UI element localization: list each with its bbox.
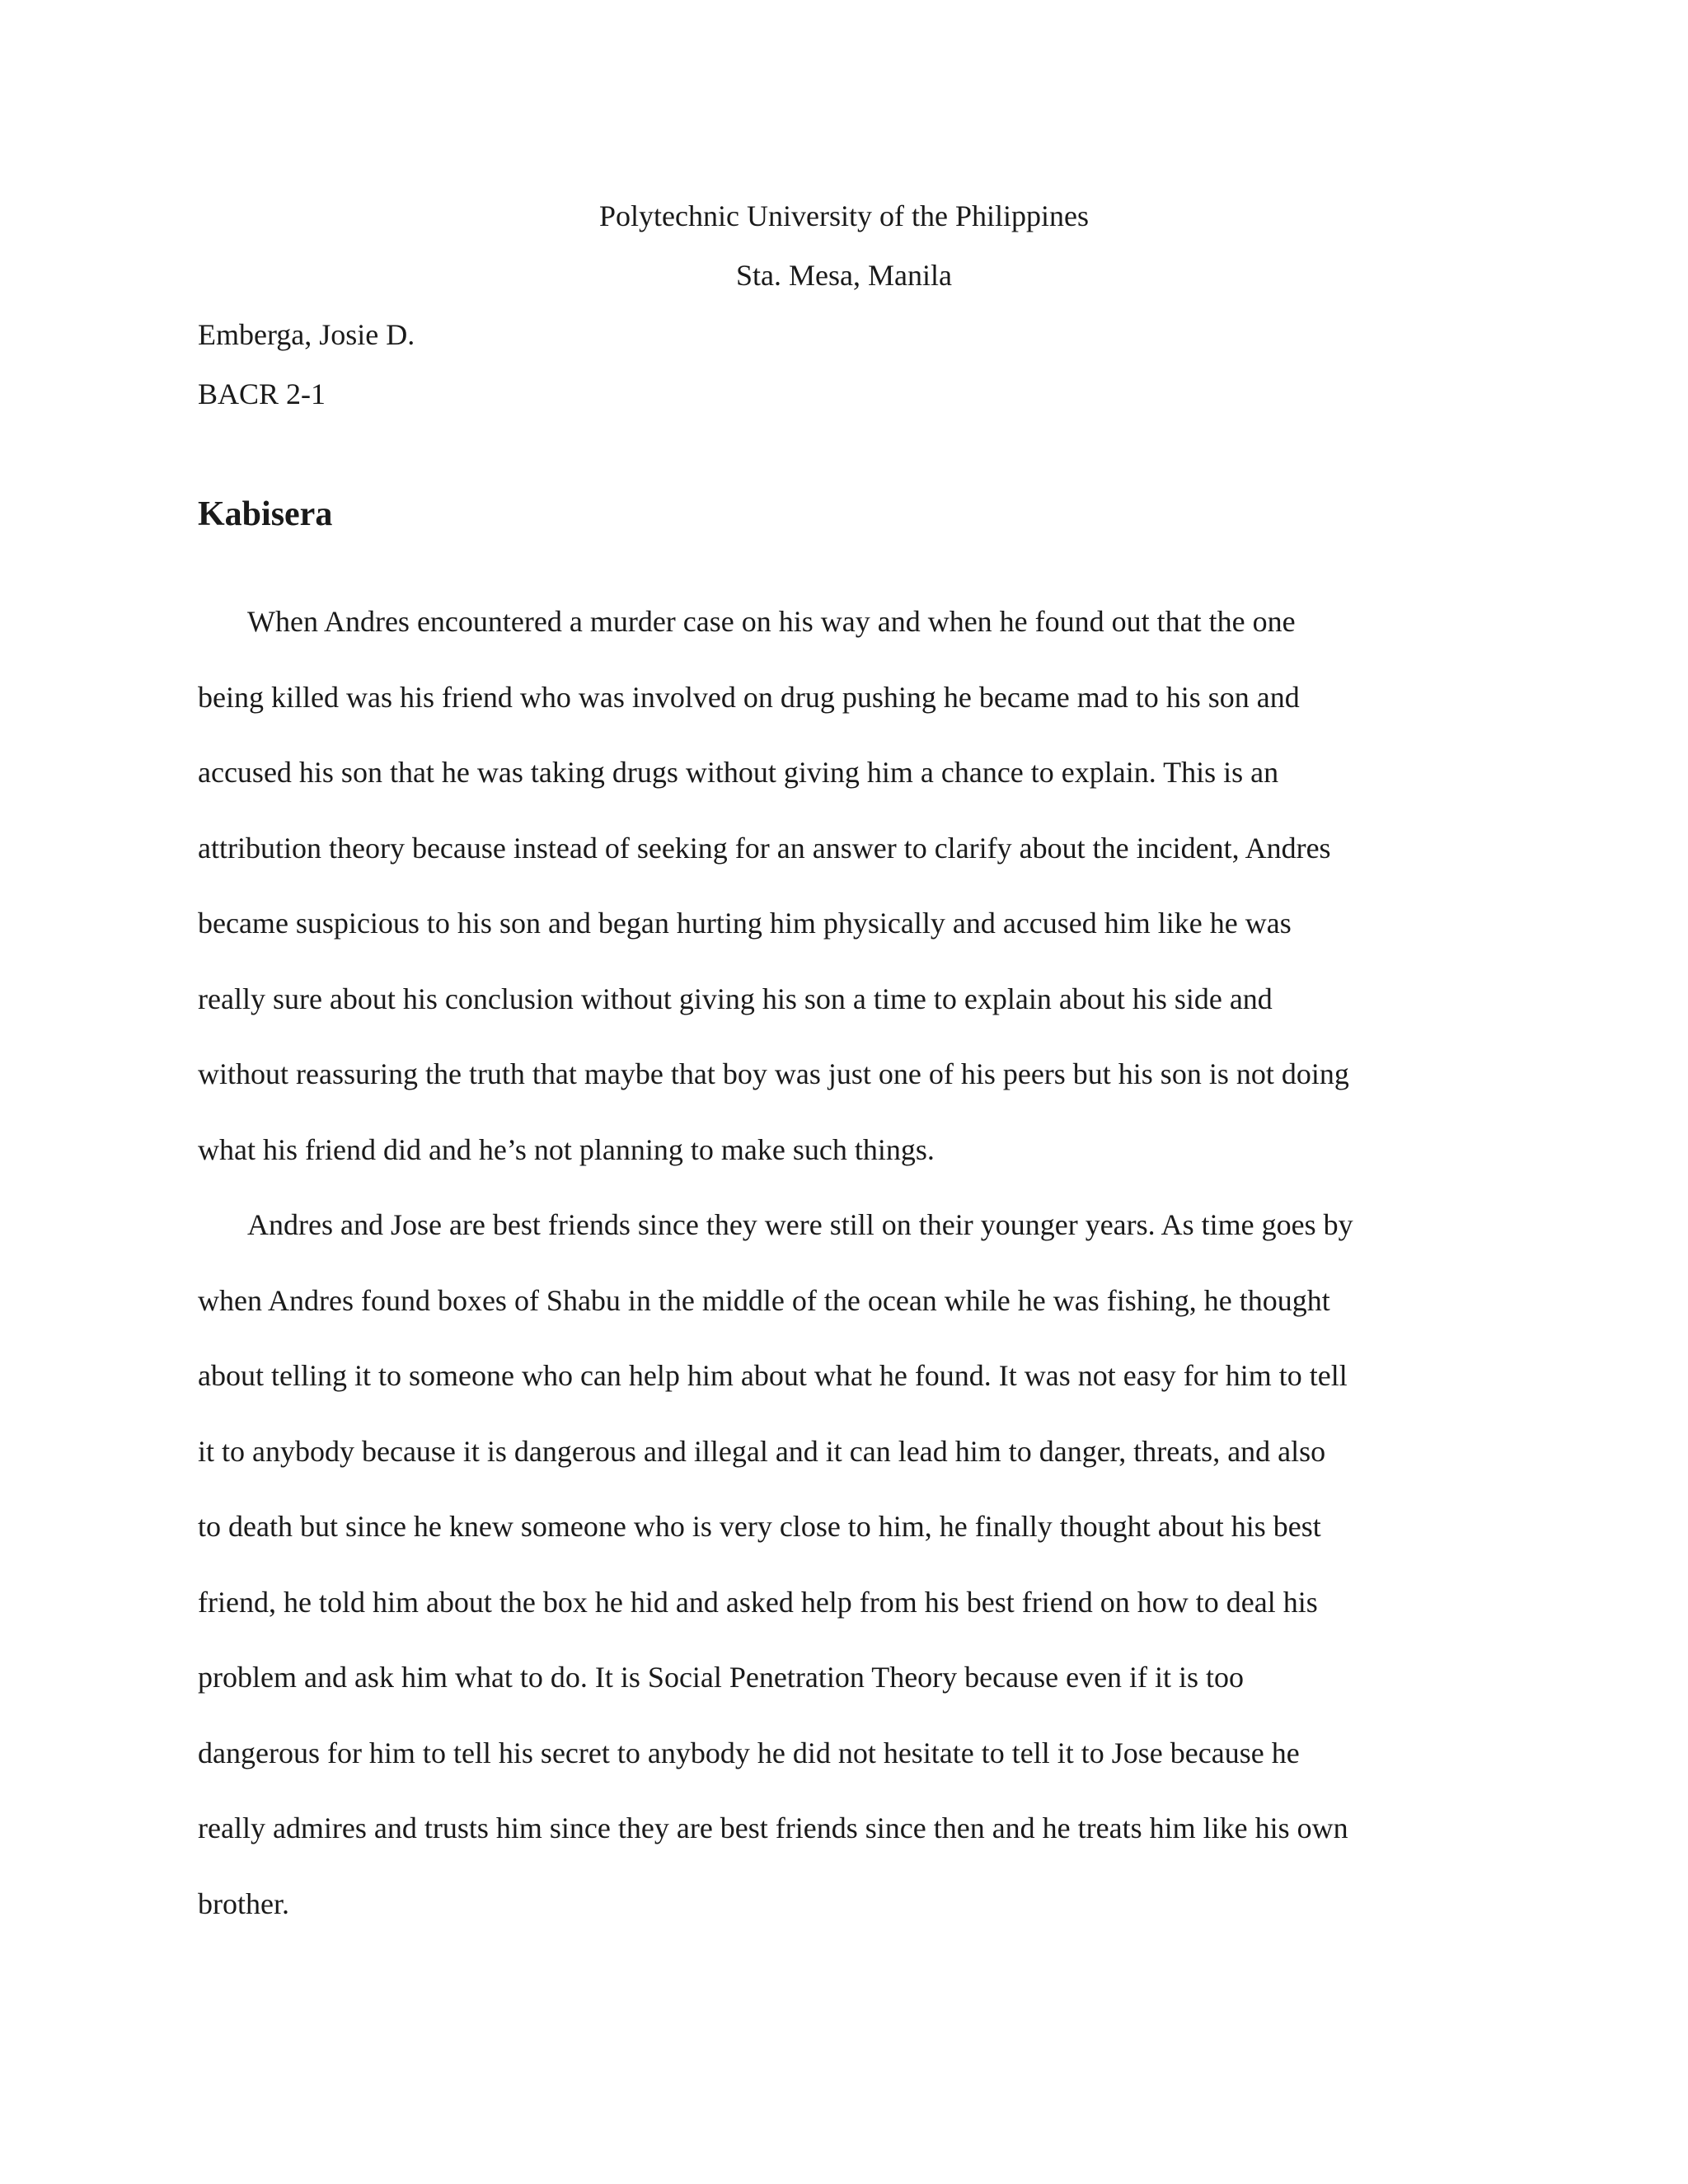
paragraph-line: When Andres encountered a murder case on his way and when he found out that the one (247, 605, 1296, 638)
paragraph-line: Andres and Jose are best friends since they were still on their younger years. As time goes by (247, 1208, 1353, 1241)
paragraph-line: attribution theory because instead of seeking for an answer to clarify about the incident, Andres (198, 832, 1331, 865)
paragraph-line: what his friend did and he’s not planning to make such things. (198, 1133, 935, 1166)
paragraph-line: friend, he told him about the box he hid and asked help from his best friend on how to deal his (198, 1586, 1318, 1619)
paragraph-line: without reassuring the truth that maybe that boy was just one of his peers but his son is not doing (198, 1057, 1349, 1090)
institution-location: Sta. Mesa, Manila (736, 259, 952, 292)
author-name: Emberga, Josie D. (198, 318, 415, 351)
paragraph-line: problem and ask him what to do. It is Social Penetration Theory because even if it is too (198, 1661, 1245, 1694)
paragraph-line: when Andres found boxes of Shabu in the middle of the ocean while he was fishing, he thought (198, 1284, 1330, 1317)
paragraph-line: being killed was his friend who was involved on drug pushing he became mad to his son and (198, 681, 1300, 714)
institution-name: Polytechnic University of the Philippines (599, 199, 1089, 232)
paragraph-line: it to anybody because it is dangerous and illegal and it can lead him to danger, threats, and also (198, 1435, 1326, 1468)
paragraph-line: really admires and trusts him since they are best friends since then and he treats him like his own (198, 1811, 1348, 1844)
paragraph-line: really sure about his conclusion without giving his son a time to explain about his side and (198, 982, 1273, 1015)
paragraph-line: to death but since he knew someone who is very close to him, he finally thought about his best (198, 1510, 1321, 1543)
document-title: Kabisera (198, 495, 333, 533)
paragraph-line: about telling it to someone who can help him about what he found. It was not easy for him to tell (198, 1359, 1348, 1392)
paragraph-line: brother. (198, 1887, 289, 1920)
paragraph-line: became suspicious to his son and began hurting him physically and accused him like he was (198, 907, 1292, 940)
paragraph-line: accused his son that he was taking drugs without giving him a chance to explain. This is an (198, 756, 1279, 789)
author-section: BACR 2-1 (198, 377, 326, 410)
paragraph-line: dangerous for him to tell his secret to anybody he did not hesitate to tell it to Jose because he (198, 1736, 1300, 1769)
